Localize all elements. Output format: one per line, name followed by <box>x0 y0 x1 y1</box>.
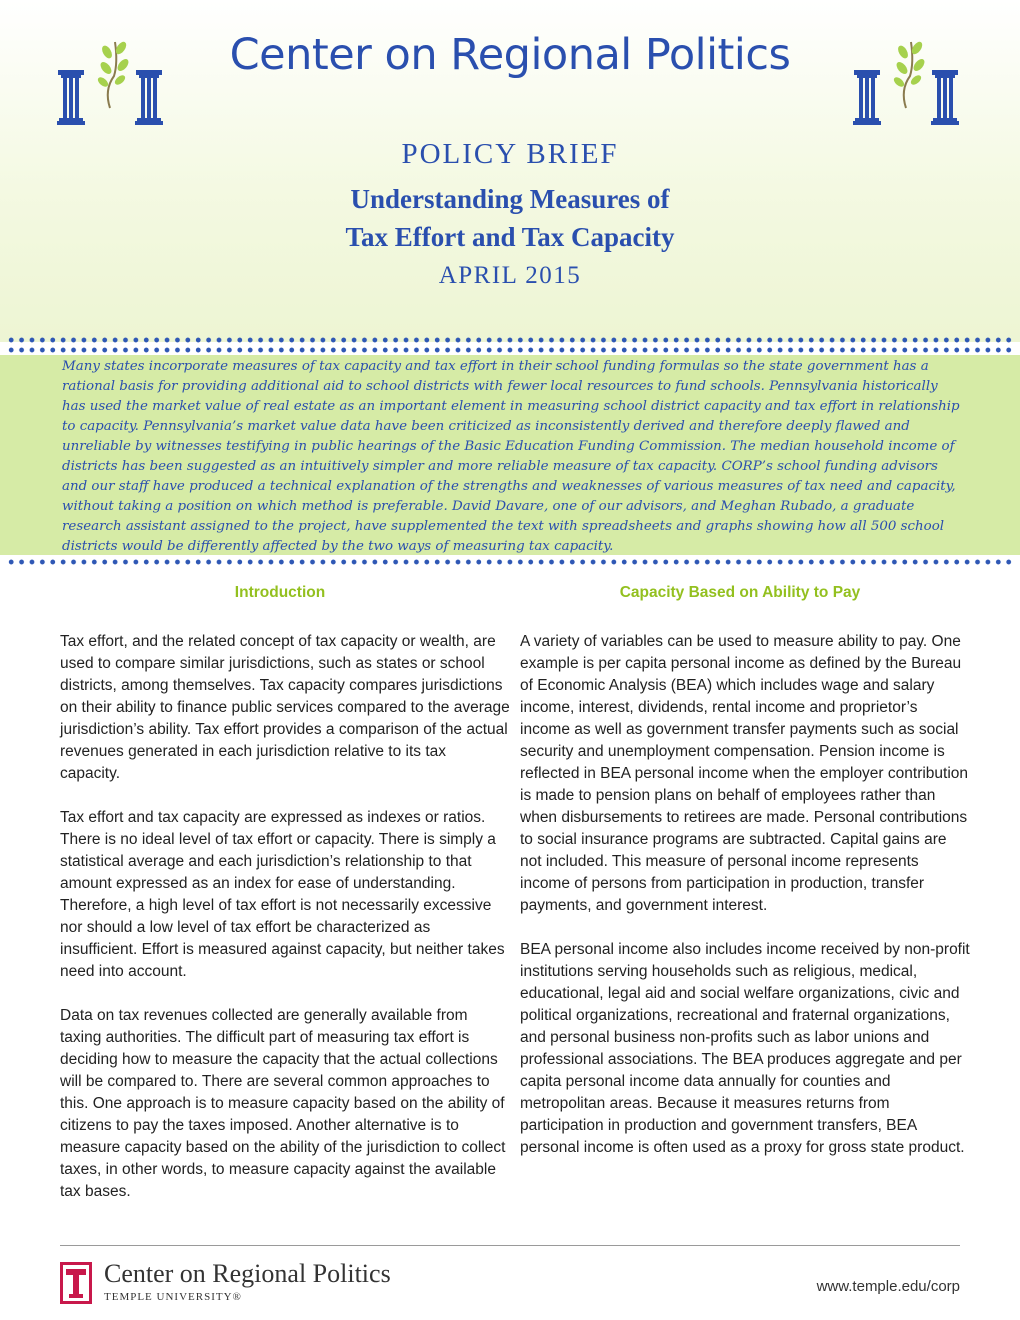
section-heading: Capacity Based on Ability to Pay <box>619 584 861 601</box>
dotted-divider <box>6 558 1016 566</box>
brief-title-line-2: Tax Effort and Tax Capacity <box>345 222 675 252</box>
abstract-text: Many states incorporate measures of tax capacity and tax effort in their school funding formulas so the state government has a rational basis for providing additional aid to school districts with fewer local resources to fund schools. Pennsylvania historically has used the market value of real estate as an important element in measuring school district capacity and tax effort in relationship to capacity. Pennsylvania’s market value data have been criticized as inconsistently derived and therefore deeply flawed and unreliable by witnesses testifying in public hearings of the Basic Education Funding Commission. The median household income of districts has been suggested as an intuitively simpler and more reliable measure of tax capacity. CORP’s school funding advisors and our staff have produced a technical explanation of the strengths and weaknesses of various measures of tax need and capacity, without taking a position on which method is preferable. David Davare, one of our advisors, and Meghan Rubado, a graduate research assistant assigned to the project, have supplemented the text with spreadsheets and graphs showing how all 500 school districts would be differently affected by the two ways of measuring tax capacity. <box>62 359 960 554</box>
document-type: POLICY BRIEF <box>401 138 619 170</box>
dotted-divider <box>6 336 1016 344</box>
body-paragraph: Data on tax revenues collected are generally available from taxing authorities. The difficult part of measuring tax effort is deciding how to measure the capacity that the actual collections will be compared to. There are several common approaches to this. One approach is to measure capacity based on the ability of citizens to pay the taxes imposed. Another alternative is to measure capacity based on the ability of the jurisdiction to collect taxes, in other words, to measure capacity against the available tax bases. <box>60 1007 506 1200</box>
org-title: Center on Regional Politics <box>229 30 791 80</box>
body-paragraph: BEA personal income also includes income received by non-profit institutions serving households such as religious, medical, educational, legal aid and social welfare organizations, civic and political organizations, recreational and fraternal organizations, and personal business non-profits such as labor unions and professional associations. The BEA produces aggregate and per capita personal income data annually for counties and metropolitan areas. Because it measures returns from participation in production and government transfers, BEA personal income is often used as a proxy for gross state product. <box>520 941 970 1156</box>
footer-org-name: Center on Regional Politics <box>104 1259 391 1288</box>
footer-university: TEMPLE UNIVERSITY® <box>104 1291 242 1303</box>
brief-title-line-1: Understanding Measures of <box>350 184 670 214</box>
section-heading: Introduction <box>234 584 326 601</box>
introduction-column <box>60 582 510 1225</box>
dotted-divider <box>6 346 1016 354</box>
footer-website-link[interactable]: www.temple.edu/corp <box>816 1278 960 1295</box>
body-paragraph: A variety of variables can be used to measure ability to pay. One example is per capita personal income as defined by the Bureau of Economic Analysis (BEA) which includes wage and salary income, interest, dividends, rental income and proprietor’s income as well as government transfer payments such as social security and unemployment compensation. Pension income is reflected in BEA personal income when the employer contribution is made to pension plans on behalf of employees rather than when disbursements to retirees are made. Personal contributions to social insurance programs are subtracted. Capital gains are not included. This measure of personal income represents income of persons from participation in production, transfer payments, and government interest. <box>520 633 969 914</box>
temple-t-logo-icon <box>60 1262 92 1304</box>
publication-date: APRIL 2015 <box>438 262 582 289</box>
capacity-column <box>520 582 970 1181</box>
brief-title <box>0 180 1020 256</box>
body-paragraph: Tax effort and tax capacity are expressed as indexes or ratios. There is no ideal level of tax effort or capacity. There is simply a statistical average and each jurisdiction’s relationship to that amount expressed as an index for ease of understanding. Therefore, a high level of tax effort is not necessarily excessive nor should a low level of tax effort be characterized as insufficient. Effort is measured against capacity, but neither takes need into account. <box>60 809 505 980</box>
footer-divider <box>60 1245 960 1246</box>
body-paragraph: Tax effort, and the related concept of tax capacity or wealth, are used to compare similar jurisdictions, such as states or school districts, among themselves. Tax capacity compares jurisdictions on their ability to finance public services compared to the average jurisdiction’s ability. Tax effort provides a comparison of the actual revenues generated in each jurisdiction relative to its tax capacity. <box>60 633 510 782</box>
